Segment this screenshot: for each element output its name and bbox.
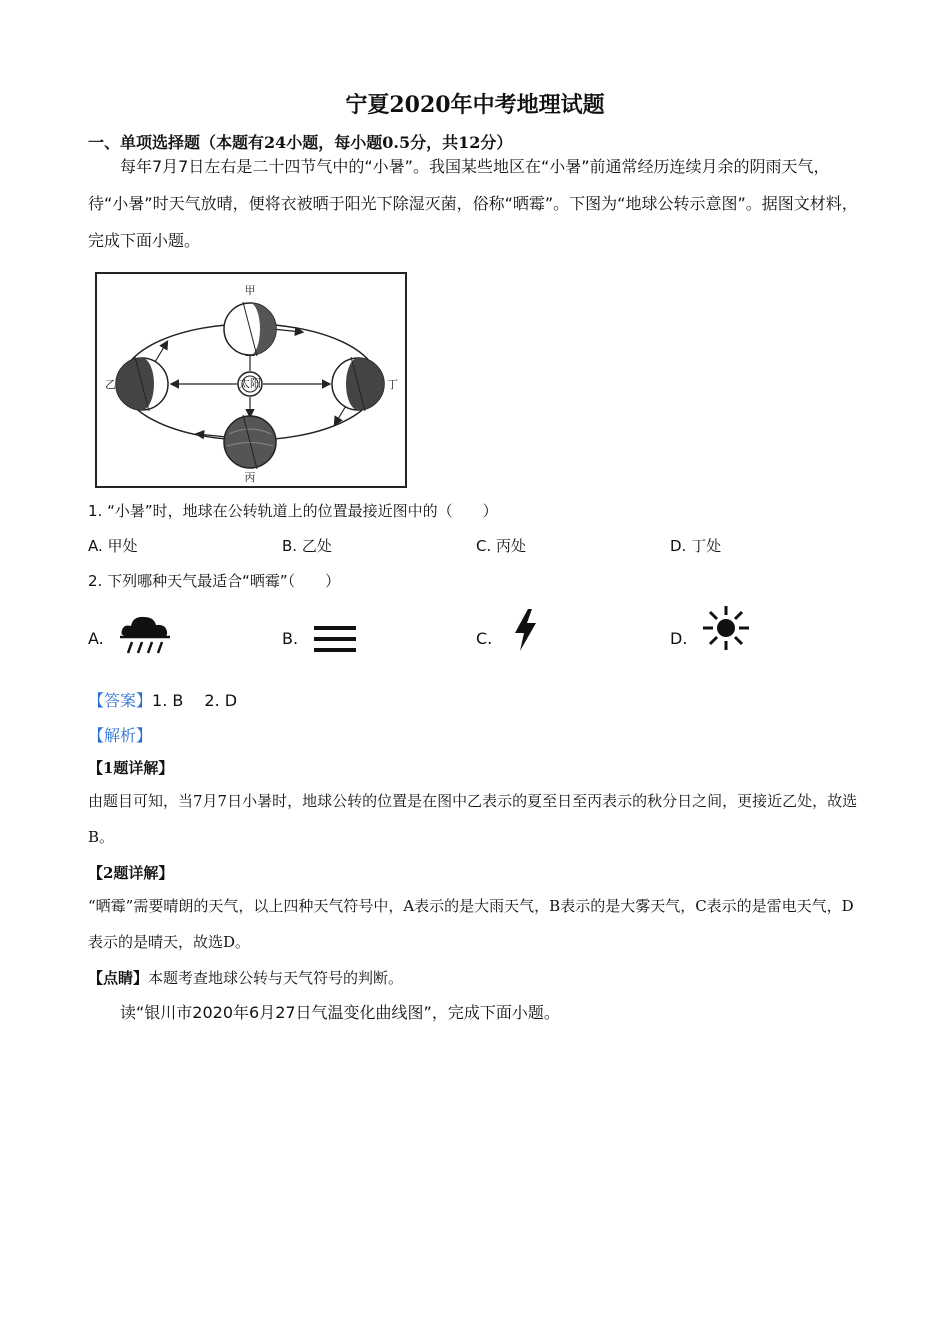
q2-option-b: B. — [282, 629, 299, 648]
next-intro: 读“银川市2020年6月27日气温变化曲线图”，完成下面小题。 — [120, 1003, 560, 1022]
q2-option-a: A. — [88, 629, 104, 648]
orbit-svg — [97, 274, 405, 486]
q1-option-b: B. 乙处 — [282, 537, 332, 555]
earth-bottom — [224, 415, 276, 484]
label-ding: 丁 — [387, 378, 398, 391]
q2-stem: 2. 下列哪种天气最适合“晒霉”（ ） — [88, 572, 341, 590]
q1-option-d: D. 丁处 — [670, 537, 722, 555]
sun-label: 太阳 — [239, 377, 261, 390]
q2-detail-text: “晒霉”需要晴朗的天气，以上四种天气符号中，A表示的是大雨天气，B表示的是大雾天气，C表示的是雷电天气，D表示的是晴天，故选D。 — [88, 897, 854, 951]
sunny-icon — [700, 604, 752, 652]
q2-detail-label: 【2题详解】 — [88, 864, 174, 882]
earth-right — [332, 357, 398, 411]
sun — [238, 372, 262, 396]
label-yi: 乙 — [105, 378, 116, 391]
answer-label: 【答案】 — [88, 691, 153, 710]
q1-option-a: A. 甲处 — [88, 537, 138, 555]
earth-top — [224, 284, 276, 356]
label-bing: 丙 — [244, 471, 256, 484]
label-jia: 甲 — [244, 284, 256, 297]
q1-option-c: C. 丙处 — [476, 537, 527, 555]
page-title: 宁夏2020年中考地理试题 — [345, 92, 605, 118]
earth-revolution-diagram — [95, 272, 407, 488]
thunder-icon — [510, 607, 540, 653]
q2-option-c: C. — [476, 629, 493, 648]
answer-line — [88, 688, 237, 711]
q1-detail-label: 【1题详解】 — [88, 759, 174, 777]
comment-line — [88, 967, 403, 988]
q1-stem: 1. “小暑”时，地球在公转轨道上的位置最接近图中的（ ） — [88, 502, 498, 520]
orbit-arrow-left — [155, 342, 167, 362]
fog-icon — [312, 624, 358, 654]
earth-left — [105, 357, 168, 411]
analysis-label: 【解析】 — [88, 726, 153, 745]
comment-label: 【点睛】 — [88, 969, 149, 987]
comment-text: 本题考查地球公转与天气符号的判断。 — [148, 969, 404, 987]
section-heading: 一、单项选择题（本题有24小题，每小题0.5分，共12分） — [88, 133, 513, 152]
q1-detail-text: 由题目可知，当7月7日小暑时，地球公转的位置是在图中乙表示的夏至日至丙表示的秋分日之间，更接近乙处，故选B。 — [88, 792, 858, 846]
intro-paragraph: 每年7月7日左右是二十四节气中的“小暑”。我国某些地区在“小暑”前通常经历连续月余的阴雨天气，待“小暑”时天气放晴，便将衣被晒于阳光下除湿灭菌，俗称“晒霉”。下图为“地球公转示意图”。据图文材料，完成下面小题。 — [88, 157, 858, 250]
q2-option-d: D. — [670, 629, 688, 648]
heavy-rain-icon — [118, 612, 172, 656]
answer-text: 1. B 2. D — [152, 691, 238, 710]
